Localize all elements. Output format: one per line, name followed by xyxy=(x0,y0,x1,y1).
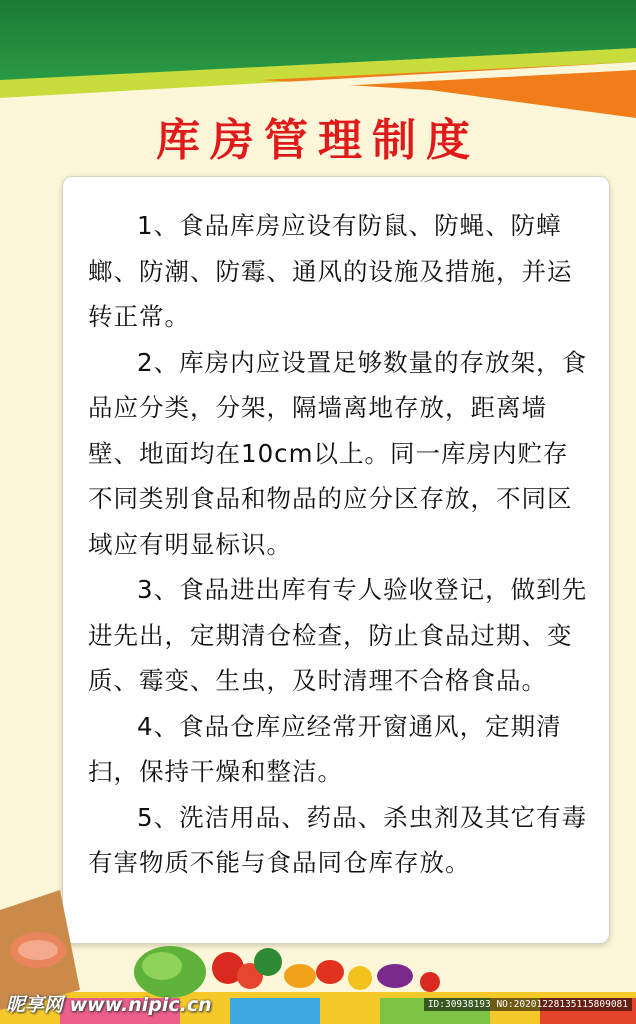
image-id-label: ID:30938193 NO:20201228135115809081 xyxy=(424,998,632,1011)
regulation-item: 5、洗洁用品、药品、杀虫剂及其它有毒有害物质不能与食品同仓库存放。 xyxy=(88,802,588,877)
regulation-item: 1、食品库房应设有防鼠、防蝇、防蟑螂、防潮、防霉、通风的设施及措施，并运转正常。 xyxy=(88,211,573,331)
regulation-list xyxy=(88,203,588,886)
regulation-item: 2、库房内应设置足够数量的存放架，食品应分类，分架，隔墙离地存放，距离墙壁、地面均在10cm以上。同一库房内贮存不同类别食品和物品的应分区存放，不同区域应有明显标识。 xyxy=(88,347,588,559)
page-title: 库房管理制度 xyxy=(156,115,480,166)
regulation-item: 3、食品进出库有专人验收登记，做到先进先出，定期清仓检查，防止食品过期、变质、霉变、生虫，及时清理不合格食品。 xyxy=(88,575,588,695)
regulation-item: 4、食品仓库应经常开窗通风，定期清扫，保持干燥和整洁。 xyxy=(88,711,562,786)
watermark-logo: 昵享网 www.nipic.cn xyxy=(6,994,212,1016)
